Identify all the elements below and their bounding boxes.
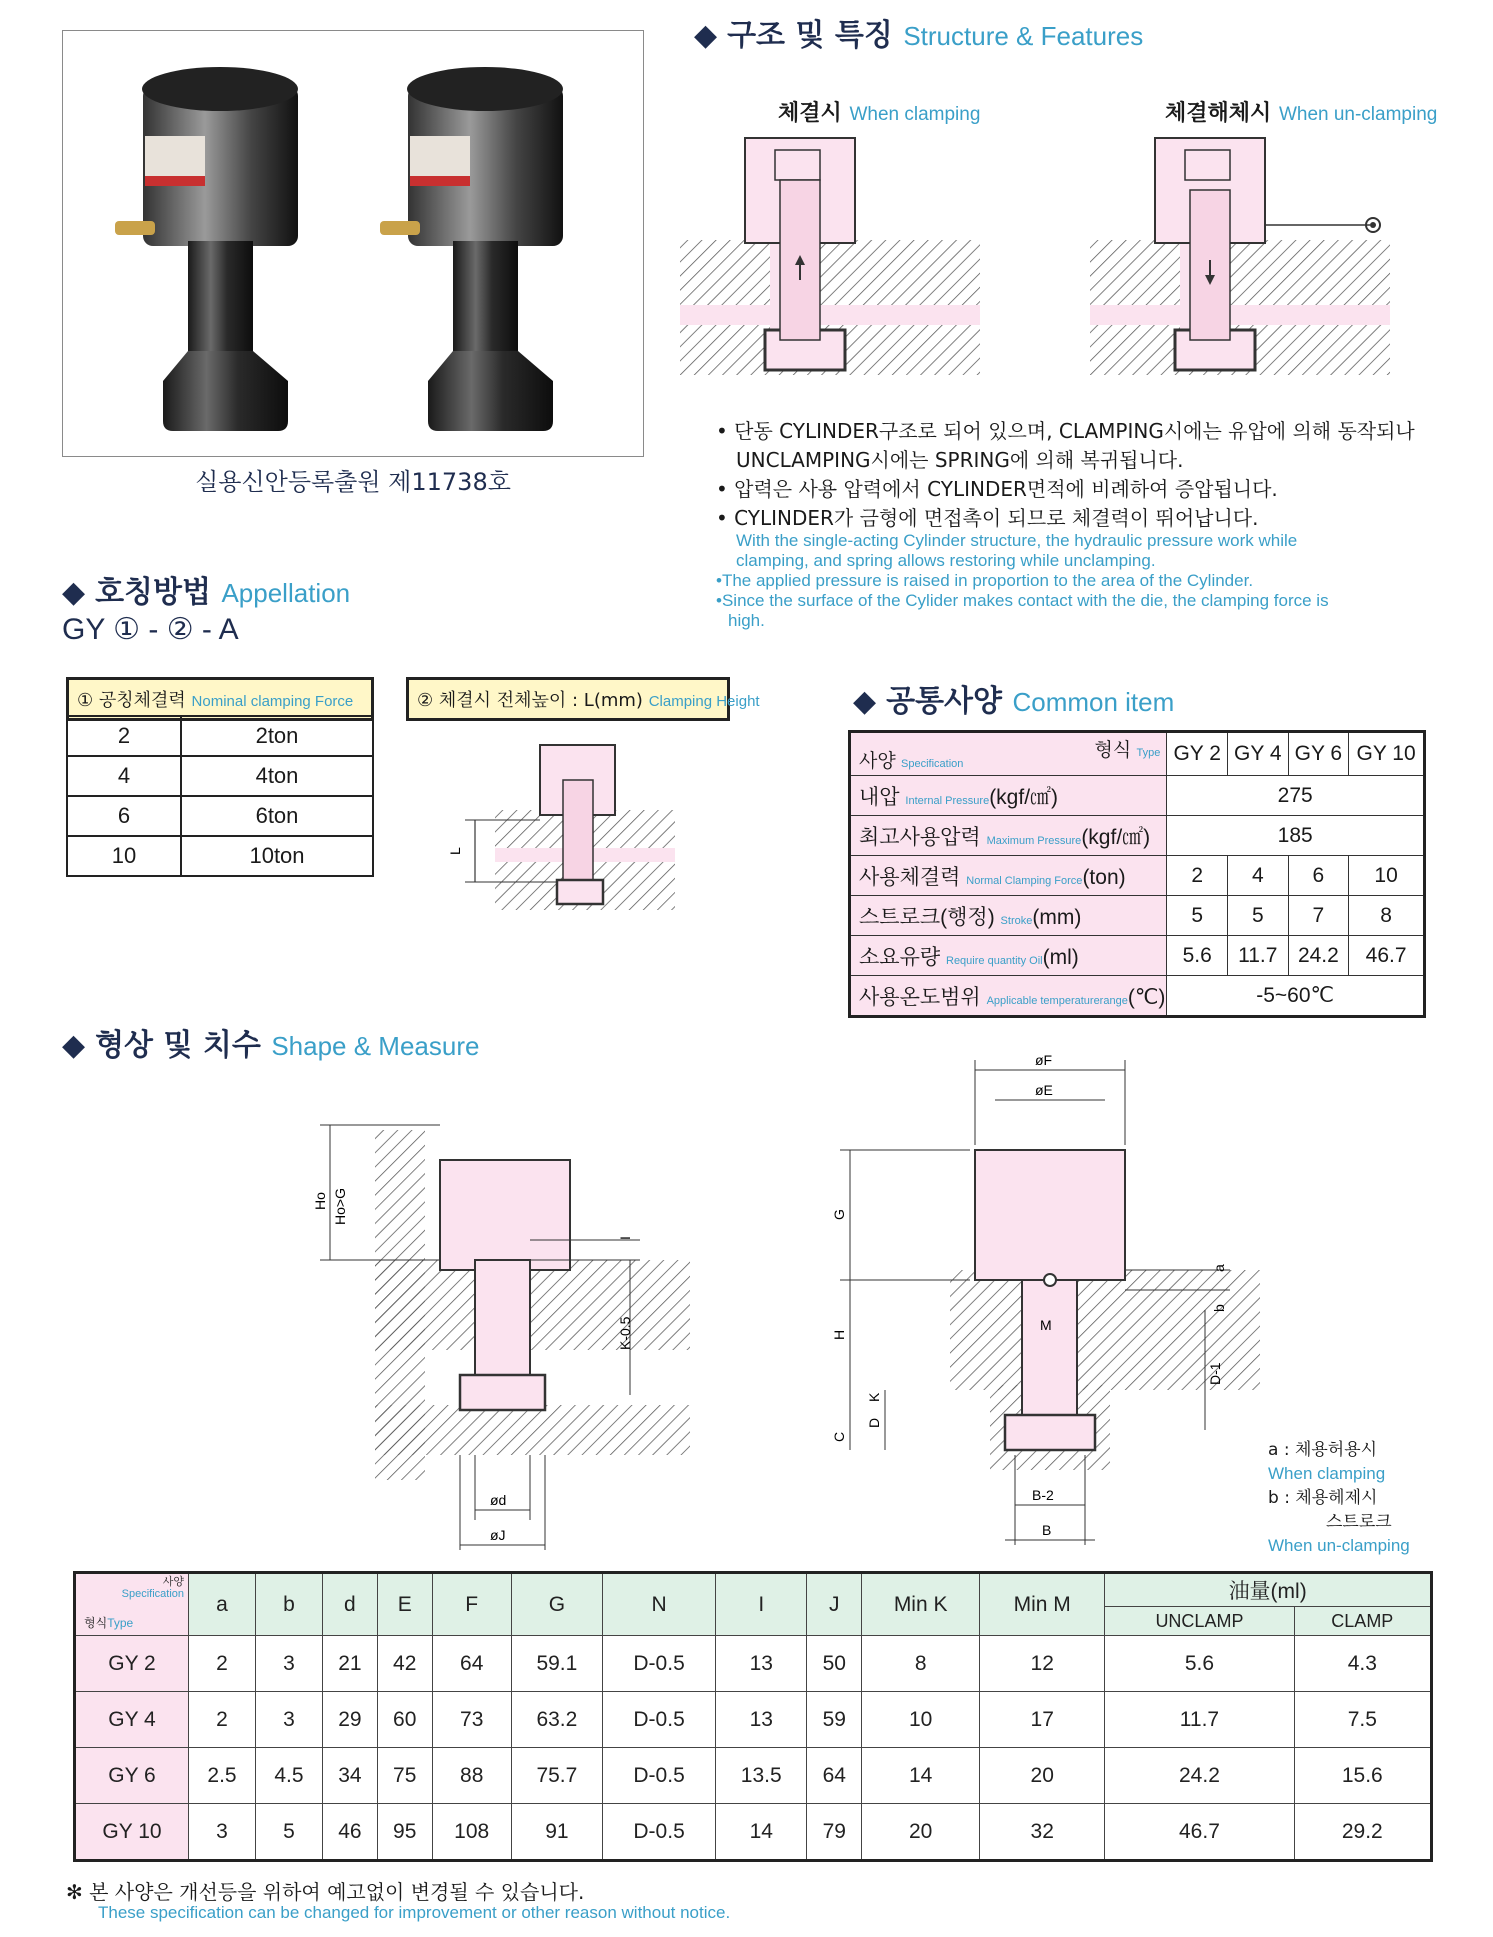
dim-label-i: I [617, 1236, 633, 1240]
dims-value-cell: D-0.5 [603, 1636, 716, 1692]
dims-value-cell: 29 [322, 1692, 377, 1748]
dims-value-cell: 5 [255, 1804, 322, 1861]
dims-value-cell: 2.5 [189, 1748, 256, 1804]
footnote-en: These specification can be changed for improvement or other reason without notice. [98, 1903, 731, 1922]
type-col-gy4: GY 4 [1228, 732, 1289, 776]
feature-text-1: 단동 CYLINDER구조로 되어 있으며, CLAMPING시에는 유압에 의해 동작되나 [734, 419, 1415, 443]
diamond-bullet-icon: ◆ [62, 575, 86, 610]
dims-value-cell: 75 [377, 1748, 432, 1804]
type-col-gy6: GY 6 [1288, 732, 1349, 776]
dims-col-oil: 油量(ml) [1105, 1573, 1432, 1607]
dims-value-cell: 4.5 [255, 1748, 322, 1804]
common-spec-value: 5 [1167, 896, 1228, 936]
height-head-en: Clamping Height [648, 693, 760, 710]
dims-value-cell: 4.3 [1294, 1636, 1431, 1692]
dims-corner-cell [75, 1573, 189, 1636]
spec-label-unit: (℃) [1127, 985, 1166, 1009]
appellation-code: GY ① - ② - A [62, 613, 239, 646]
dims-col-e: E [377, 1573, 432, 1636]
clamping-height-diagram [445, 740, 675, 920]
dim-label-ho: Ho [312, 1192, 328, 1210]
dims-value-cell: 20 [862, 1804, 980, 1861]
common-spec-value: 11.7 [1228, 936, 1289, 976]
dims-col-g: G [511, 1573, 602, 1636]
footnote-ko-text: 본 사양은 개선등을 위하여 예고없이 변경될 수 있습니다. [89, 1880, 585, 1904]
dims-value-cell: 59 [807, 1692, 862, 1748]
feature-note-en-1: With the single-acting Cylinder structure, the hydraulic pressure work while [736, 531, 1298, 550]
force-code-cell: 4 [67, 756, 181, 796]
dim-label-b2: B-2 [1032, 1487, 1054, 1503]
spec-label-ko: 소요유량 [859, 945, 941, 969]
dims-table-row [75, 1804, 1432, 1861]
dim-label-dd: D [866, 1417, 882, 1428]
structure-diagrams [680, 120, 1460, 380]
type-col-gy2: GY 2 [1167, 732, 1228, 776]
dims-value-cell: D-0.5 [603, 1748, 716, 1804]
force-table [66, 715, 374, 877]
common-spec-value: 4 [1228, 856, 1289, 896]
photo-caption: 실용신안등록출원 제11738호 [195, 468, 511, 496]
common-title-en: Common item [1012, 687, 1175, 717]
spec-label-en: Require quantity Oil [946, 954, 1043, 967]
common-spec-row [850, 776, 1425, 816]
common-spec-row [850, 896, 1425, 936]
force-value-cell: 2ton [181, 716, 373, 756]
spec-label-unit: (ml) [1042, 945, 1079, 969]
common-spec-value: 6 [1288, 856, 1349, 896]
spec-label-en: Internal Pressure [905, 794, 990, 807]
dims-value-cell: 13 [716, 1692, 807, 1748]
common-spec-value: 275 [1167, 776, 1425, 816]
type-col-gy10: GY 10 [1349, 732, 1425, 776]
footnote-ko [66, 1876, 584, 1905]
dims-col-a: a [189, 1573, 256, 1636]
diamond-bullet-icon: ◆ [62, 1028, 86, 1063]
clamp-caption-ko: 체결시 [778, 101, 842, 126]
dim-label-d: ød [490, 1492, 507, 1508]
structure-title-ko: 구조 및 특징 [727, 18, 893, 53]
shape-drawing-left [300, 1100, 700, 1560]
cylinder-left [115, 67, 298, 431]
spec-label-en: Applicable temperaturerange [986, 994, 1128, 1007]
dims-value-cell: 34 [322, 1748, 377, 1804]
dims-type-cell: GY 10 [75, 1804, 189, 1861]
dims-value-cell: 46 [322, 1804, 377, 1861]
common-spec-value: 46.7 [1349, 936, 1425, 976]
feature-bullet-3: • CYLINDER가 금형에 면접촉이 되므로 체결력이 뛰어납니다. [716, 506, 1259, 530]
dims-value-cell: 14 [862, 1748, 980, 1804]
dims-value-cell: 13 [716, 1636, 807, 1692]
dims-value-cell: 63.2 [511, 1692, 602, 1748]
dims-value-cell: 2 [189, 1636, 256, 1692]
dims-value-cell: 79 [807, 1804, 862, 1861]
unclamp-caption-ko: 체결해체시 [1165, 101, 1272, 126]
dims-value-cell: 59.1 [511, 1636, 602, 1692]
appellation-title-ko: 호칭방법 [95, 575, 211, 610]
diamond-bullet-icon: ◆ [694, 18, 718, 53]
feature-note-en-3: •The applied pressure is raised in proportion to the area of the Cylinder. [716, 571, 1254, 590]
dims-value-cell: 5.6 [1105, 1636, 1294, 1692]
common-spec-label [850, 776, 1167, 816]
dims-value-cell: 17 [980, 1692, 1105, 1748]
dims-value-cell: 21 [322, 1636, 377, 1692]
common-spec-value: 24.2 [1288, 936, 1349, 976]
dims-table-row [75, 1692, 1432, 1748]
legend-b-ko: b : 체용헤제시 [1268, 1488, 1378, 1508]
spec-label-unit: (kgf/㎠) [1081, 825, 1151, 849]
dim-label-b: b [1211, 1304, 1227, 1312]
force-code-cell: 10 [67, 836, 181, 876]
spec-label-ko: 스트로크(행정) [859, 905, 995, 929]
dims-corner-spec: 사양 Specification [121, 1576, 184, 1600]
clamp-caption-en: When clamping [849, 104, 981, 125]
common-title-ko: 공통사양 [886, 684, 1002, 719]
spec-label-unit: (mm) [1032, 905, 1082, 929]
spec-label-en: Normal Clamping Force [966, 874, 1083, 887]
force-code-cell: 2 [67, 716, 181, 756]
dims-col-unclamp: UNCLAMP [1105, 1607, 1294, 1636]
common-spec-table [848, 730, 1426, 1018]
common-spec-row [850, 856, 1425, 896]
dims-table-row [75, 1748, 1432, 1804]
spec-label-unit: (kgf/㎠) [989, 785, 1059, 809]
product-photo [62, 30, 644, 457]
spec-label-unit: (ton) [1082, 865, 1126, 889]
dims-value-cell: 7.5 [1294, 1692, 1431, 1748]
dims-value-cell: 75.7 [511, 1748, 602, 1804]
structure-title [694, 10, 1143, 54]
corner-type: 형식 Type [1094, 740, 1161, 761]
shape-title-en: Shape & Measure [271, 1031, 480, 1061]
force-table-row [67, 716, 373, 756]
common-spec-label [850, 976, 1167, 1017]
appellation-title-en: Appellation [221, 578, 351, 608]
dims-value-cell: 15.6 [1294, 1748, 1431, 1804]
spec-label-en: Maximum Pressure [986, 834, 1082, 847]
force-value-cell: 6ton [181, 796, 373, 836]
cylinder-product-image [63, 31, 643, 456]
asterisk-icon: ✻ [66, 1880, 83, 1904]
common-title [853, 676, 1174, 720]
common-spec-row [850, 976, 1425, 1017]
common-spec-value: 185 [1167, 816, 1425, 856]
dims-value-cell: 46.7 [1105, 1804, 1294, 1861]
dims-col-f: F [432, 1573, 511, 1636]
feature-bullet-1: • 단동 CYLINDER구조로 되어 있으며, CLAMPING시에는 유압에 의해 동작되나 [716, 419, 1415, 443]
force-table-row [67, 836, 373, 876]
dims-value-cell: 91 [511, 1804, 602, 1861]
dims-value-cell: 64 [432, 1636, 511, 1692]
dims-value-cell: 20 [980, 1748, 1105, 1804]
corner-spec: 사양 Specification [859, 751, 964, 772]
common-spec-value: -5~60℃ [1167, 976, 1425, 1017]
feature-bullet-2: • 압력은 사용 압력에서 CYLINDER면적에 비례하여 증압됩니다. [716, 477, 1278, 501]
dims-value-cell: 108 [432, 1804, 511, 1861]
dim-label-k: K [866, 1392, 882, 1402]
legend-a-en: When clamping [1268, 1464, 1386, 1483]
spec-label-en: Stroke [1000, 914, 1033, 927]
dims-value-cell: 50 [807, 1636, 862, 1692]
dims-value-cell: 11.7 [1105, 1692, 1294, 1748]
dims-col-d: d [322, 1573, 377, 1636]
dim-label-h: H [831, 1329, 847, 1340]
dims-corner-type: 형식Type [84, 1616, 134, 1630]
shape-title-ko: 형상 및 치수 [95, 1028, 261, 1063]
unclamp-caption-en: When un-clamping [1278, 104, 1438, 125]
dims-type-cell: GY 2 [75, 1636, 189, 1692]
feature-text-1b: UNCLAMPING시에는 SPRING에 의해 복귀됩니다. [736, 448, 1184, 472]
shape-title [62, 1020, 479, 1064]
common-spec-row [850, 936, 1425, 976]
dims-value-cell: 88 [432, 1748, 511, 1804]
feature-note-en-4: •Since the surface of the Cylider makes contact with the die, the clamping force is [716, 591, 1329, 610]
dim-label-d1: D-1 [1207, 1362, 1223, 1385]
dims-value-cell: 10 [862, 1692, 980, 1748]
force-table-row [67, 796, 373, 836]
common-spec-label [850, 936, 1167, 976]
dim-label-c: C [831, 1431, 847, 1442]
common-spec-value: 7 [1288, 896, 1349, 936]
force-code-cell: 6 [67, 796, 181, 836]
dims-value-cell: 3 [255, 1692, 322, 1748]
common-spec-value: 5.6 [1167, 936, 1228, 976]
common-spec-value: 2 [1167, 856, 1228, 896]
dims-value-cell: 8 [862, 1636, 980, 1692]
dims-value-cell: D-0.5 [603, 1804, 716, 1861]
diamond-bullet-icon: ◆ [853, 684, 877, 719]
dimension-legend [1268, 1438, 1410, 1558]
dims-value-cell: 32 [980, 1804, 1105, 1861]
dims-value-cell: 3 [255, 1636, 322, 1692]
dims-col-n: N [603, 1573, 716, 1636]
dim-label-j: øJ [490, 1527, 506, 1543]
force-table-row [67, 756, 373, 796]
dims-value-cell: 3 [189, 1804, 256, 1861]
dims-value-cell: 42 [377, 1636, 432, 1692]
dims-value-cell: 29.2 [1294, 1804, 1431, 1861]
feature-note-en-5: high. [728, 611, 765, 630]
unclamp-diagram [1090, 138, 1390, 375]
dim-label-m: M [1040, 1317, 1052, 1333]
dims-value-cell: 24.2 [1105, 1748, 1294, 1804]
force-value-cell: 10ton [181, 836, 373, 876]
spec-label-ko: 내압 [859, 785, 900, 809]
dims-col-min-m: Min M [980, 1573, 1105, 1636]
feature-list [716, 415, 1456, 631]
dims-value-cell: 73 [432, 1692, 511, 1748]
cylinder-right [380, 67, 563, 431]
dims-value-cell: 2 [189, 1692, 256, 1748]
dim-label-g: G [831, 1209, 847, 1220]
common-spec-label [850, 816, 1167, 856]
dims-value-cell: 14 [716, 1804, 807, 1861]
dims-type-cell: GY 4 [75, 1692, 189, 1748]
dim-label-l: L [447, 847, 463, 855]
legend-a-ko: a : 체용허용시 [1268, 1440, 1378, 1460]
dims-table-row [75, 1636, 1432, 1692]
force-head-ko: ① 공칭체결력 [77, 690, 186, 711]
dim-label-a: a [1211, 1264, 1227, 1272]
dims-value-cell: 13.5 [716, 1748, 807, 1804]
feature-note-en-2: clamping, and spring allows restoring while unclamping. [736, 551, 1156, 570]
spec-label-ko: 최고사용압력 [859, 825, 981, 849]
legend-b-en: When un-clamping [1268, 1536, 1410, 1555]
common-spec-row [850, 816, 1425, 856]
common-spec-value: 10 [1349, 856, 1425, 896]
dim-label-e: øE [1035, 1082, 1053, 1098]
common-spec-value: 5 [1228, 896, 1289, 936]
common-spec-label [850, 896, 1167, 936]
height-head-ko: ② 체결시 전체높이 : L(mm) [417, 690, 643, 711]
shape-drawing-right [810, 1040, 1260, 1550]
appellation-title [62, 567, 350, 611]
dims-value-cell: 95 [377, 1804, 432, 1861]
feature-text-3: CYLINDER가 금형에 면접촉이 되므로 체결력이 뛰어납니다. [734, 506, 1259, 530]
dims-value-cell: D-0.5 [603, 1692, 716, 1748]
common-spec-value: 8 [1349, 896, 1425, 936]
dims-value-cell: 12 [980, 1636, 1105, 1692]
legend-b-ko2: 스트로크 [1326, 1512, 1392, 1532]
dim-label-f: øF [1035, 1052, 1053, 1068]
dims-type-cell: GY 6 [75, 1748, 189, 1804]
dim-label-bb: B [1042, 1522, 1052, 1538]
common-corner-cell [850, 732, 1167, 776]
dims-value-cell: 64 [807, 1748, 862, 1804]
dim-label-hog: Ho>G [332, 1188, 348, 1225]
force-head-en: Nominal clamping Force [191, 693, 354, 710]
spec-label-ko: 사용온도범위 [859, 985, 981, 1009]
dims-col-j: J [807, 1573, 862, 1636]
structure-title-en: Structure & Features [903, 21, 1144, 51]
dims-col-i: I [716, 1573, 807, 1636]
spec-label-ko: 사용체결력 [859, 865, 961, 889]
dimension-table [73, 1571, 1433, 1862]
dims-col-min-k: Min K [862, 1573, 980, 1636]
feature-bullet-1b [716, 444, 1456, 473]
height-table-head [406, 677, 760, 721]
dims-col-clamp: CLAMP [1294, 1607, 1431, 1636]
feature-text-2: 압력은 사용 압력에서 CYLINDER면적에 비례하여 증압됩니다. [734, 477, 1278, 501]
clamp-diagram [680, 138, 980, 375]
common-spec-label [850, 856, 1167, 896]
dims-col-b: b [255, 1573, 322, 1636]
force-value-cell: 4ton [181, 756, 373, 796]
dim-label-k05: K-0.5 [617, 1316, 633, 1350]
dims-value-cell: 60 [377, 1692, 432, 1748]
